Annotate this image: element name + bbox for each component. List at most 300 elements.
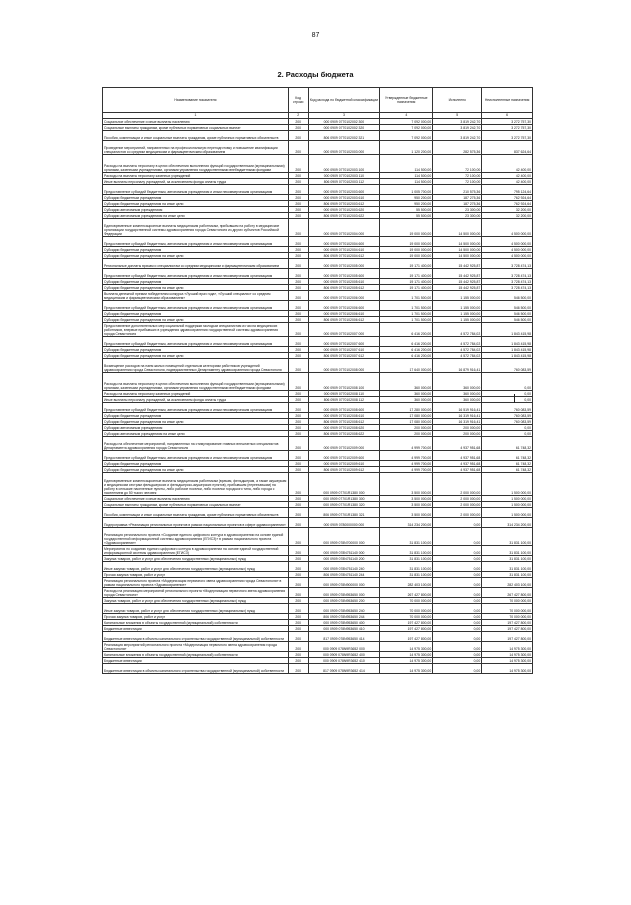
classification-code-cell: 000 0909 0770102002 300 (308, 119, 380, 125)
table-row (103, 131, 533, 141)
unexecuted-amount-cell: 837 624,64 (482, 141, 533, 155)
unexecuted-amount-cell: 61 748,32 (482, 461, 533, 467)
row-code-cell: 200 (288, 269, 308, 279)
executed-amount-cell: 3 819 242,70 (433, 119, 482, 125)
executed-amount-cell: 187 275,36 (433, 195, 482, 201)
classification-code-cell: 000 0909 0770102003 000 (308, 141, 380, 155)
table-row (103, 437, 533, 451)
column-number: 5 (433, 113, 482, 119)
approved-amount-cell: 70 000 000,00 (380, 604, 433, 614)
executed-amount-cell: 72 100,00 (433, 173, 482, 179)
executed-amount-cell: 1 155 000,00 (433, 311, 482, 317)
unexecuted-amount-cell: 14 975 300,00 (482, 642, 533, 652)
classification-code-cell: 000 0909 07701R1380 320 (308, 502, 380, 508)
row-code-cell: 200 (288, 207, 308, 213)
table-row (103, 604, 533, 614)
row-code-cell: 200 (288, 403, 308, 413)
approved-amount-cell: 282 403 100,00 (380, 578, 433, 588)
executed-amount-cell: 4 937 951,68 (433, 467, 482, 473)
row-code-cell: 200 (288, 413, 308, 419)
unexecuted-amount-cell: 546 500,00 (482, 301, 533, 311)
unexecuted-amount-cell: 31 831 100,00 (482, 528, 533, 546)
unexecuted-amount-cell: 1 843 415,98 (482, 337, 533, 347)
classification-code-cell: 000 0909 0770102006 600 (308, 301, 380, 311)
row-code-cell: 200 (288, 353, 308, 359)
row-code-cell: 200 (288, 259, 308, 269)
executed-amount-cell: 2 000 000,00 (433, 473, 482, 496)
unexecuted-amount-cell: 197 427 800,00 (482, 626, 533, 632)
table-header-row (103, 88, 533, 113)
row-code-cell: 200 (288, 437, 308, 451)
executed-amount-cell: 2 000 000,00 (433, 508, 482, 518)
expenses-table (102, 87, 533, 674)
approved-amount-cell: 4 999 700,00 (380, 461, 433, 467)
indicator-name-cell: Социальное обеспечение и иные выплаты населению (103, 119, 289, 125)
header-row-code: Код строки (288, 88, 308, 113)
approved-amount-cell: 267 427 800,00 (380, 588, 433, 598)
classification-code-cell: 000 0909 0770102003 110 (308, 173, 380, 179)
indicator-name-cell: Прочая закупка товаров, работ и услуг (103, 614, 289, 620)
table-row (103, 373, 533, 391)
classification-code-cell: 806 0909 0770102008 622 (308, 431, 380, 437)
unexecuted-amount-cell: 3 272 757,30 (482, 125, 533, 131)
classification-code-cell: 000 0909 0770102005 600 (308, 269, 380, 279)
indicator-name-cell: Бюджетные инвестиции (103, 626, 289, 632)
approved-amount-cell: 14 975 300,00 (380, 664, 433, 674)
indicator-name-cell: Подпрограмма «Реализация региональных проектов в рамках национальных проектов в сфере здравоохранения» (103, 518, 289, 528)
indicator-name-cell: Предоставление субсидий бюджетным, автономным учреждениям и иным некоммерческим организациям (103, 451, 289, 461)
indicator-name-cell: Реализация мероприятий регионального проекта «Модернизация первичного звена здравоохранения города Севастополя» (103, 642, 289, 652)
indicator-name-cell: Пособия, компенсации и иные социальные выплаты гражданам, кроме публичных нормативных обязательств (103, 131, 289, 141)
indicator-name-cell: Иные выплаты персоналу учреждений, за исключением фонда оплаты труда (103, 179, 289, 185)
approved-amount-cell: 31 831 100,00 (380, 556, 433, 562)
unexecuted-amount-cell: 4 500 000,00 (482, 219, 533, 237)
classification-code-cell: 000 0909 0770102008 600 (308, 403, 380, 413)
classification-code-cell: 000 0909 0770102007 610 (308, 347, 380, 353)
indicator-name-cell: Реализация регионального проекта «Модернизация первичного звена здравоохранения города Севастополя» в рамках национального проекта «Здравоохранение» (103, 578, 289, 588)
executed-amount-cell: 72 100,00 (433, 155, 482, 173)
classification-code-cell: 000 0909 0770102003 610 (308, 195, 380, 201)
classification-code-cell: 000 0909 0770102004 600 (308, 237, 380, 247)
row-code-cell: 200 (288, 431, 308, 437)
indicator-name-cell: Расходы на выплаты персоналу в целях обеспечения выполнения функций государственными (муниципальными) органами, казенными учреждениями, органами управления государственными внебюджетными фондами (103, 373, 289, 391)
indicator-name-cell: Субсидии бюджетным учреждениям (103, 311, 289, 317)
indicator-name-cell: Иные закупки товаров, работ и услуг для обеспечения государственных (муниципальных) нужд (103, 562, 289, 572)
approved-amount-cell: 19 000 000,00 (380, 247, 433, 253)
classification-code-cell: 817 0909 078N9R3652 414 (308, 664, 380, 674)
executed-amount-cell: 0,00 (433, 614, 482, 620)
executed-amount-cell: 3 819 242,70 (433, 125, 482, 131)
classification-code-cell: 000 0909 078N953650 410 (308, 626, 380, 632)
table-row (103, 664, 533, 674)
approved-amount-cell: 1 701 500,00 (380, 301, 433, 311)
indicator-name-cell: Субсидии бюджетным учреждениям на иные цели (103, 467, 289, 473)
approved-amount-cell: 3 500 000,00 (380, 502, 433, 508)
unexecuted-amount-cell: 314 234 200,00 (482, 518, 533, 528)
unexecuted-amount-cell: 760 083,59 (482, 419, 533, 425)
classification-code-cell: 000 0909 078N9R3652 000 (308, 642, 380, 652)
unexecuted-amount-cell: 3 728 474,13 (482, 269, 533, 279)
header-approved: Утвержденные бюджетные назначения (380, 88, 433, 113)
unexecuted-amount-cell: 197 427 800,00 (482, 620, 533, 626)
executed-amount-cell: 23 300,00 (433, 213, 482, 219)
unexecuted-amount-cell: 0,00 (482, 431, 533, 437)
unexecuted-amount-cell: 762 924,64 (482, 195, 533, 201)
row-code-cell: 200 (288, 311, 308, 317)
executed-amount-cell: 4 572 784,02 (433, 353, 482, 359)
pen-mark (514, 394, 515, 403)
executed-amount-cell: 0,00 (433, 604, 482, 614)
table-row (103, 301, 533, 311)
unexecuted-amount-cell: 32 200,00 (482, 213, 533, 219)
approved-amount-cell: 314 234 200,00 (380, 518, 433, 528)
header-unexecuted: Неисполненные назначения (482, 88, 533, 113)
unexecuted-amount-cell: 282 403 100,00 (482, 578, 533, 588)
indicator-name-cell: Расходы на выплаты персоналу в целях обеспечения выполнения функций государственными (муниципальными) органами, казенными учреждениями, органами управления государственными внебюджетными фондами (103, 155, 289, 173)
row-code-cell: 200 (288, 125, 308, 131)
approved-amount-cell: 3 500 000,00 (380, 508, 433, 518)
row-code-cell: 200 (288, 173, 308, 179)
row-code-cell: 200 (288, 391, 308, 397)
classification-code-cell: 817 0909 078N953650 414 (308, 632, 380, 642)
unexecuted-amount-cell: 31 831 100,00 (482, 562, 533, 572)
unexecuted-amount-cell: 70 000 000,00 (482, 598, 533, 604)
approved-amount-cell: 197 427 800,00 (380, 632, 433, 642)
executed-amount-cell: 0,00 (433, 652, 482, 658)
approved-amount-cell: 360 000,00 (380, 373, 433, 391)
approved-amount-cell: 950 200,00 (380, 201, 433, 207)
classification-code-cell: 806 0909 078N953650 244 (308, 614, 380, 620)
unexecuted-amount-cell: 14 975 300,00 (482, 658, 533, 664)
row-code-cell: 200 (288, 247, 308, 253)
approved-amount-cell: 7 092 000,00 (380, 125, 433, 131)
indicator-name-cell: Проведение мероприятий, направленных на профессиональную переподготовку и повышение квалификации специалистов со средним медицинским и фармацевтическим образованием (103, 141, 289, 155)
section-title: 2. Расходы бюджета (277, 70, 354, 79)
approved-amount-cell: 6 416 200,00 (380, 353, 433, 359)
indicator-name-cell: Единовременные компенсационные выплаты медицинским работникам, прибывшим на работу в медицинские организации государственной системы здравоохранения города Севастополя из других субъектов Российской Федерации (103, 219, 289, 237)
indicator-name-cell: Предоставление субсидий бюджетным, автономным учреждениям и иным некоммерческим организациям (103, 301, 289, 311)
row-code-cell: 200 (288, 508, 308, 518)
table-row (103, 588, 533, 598)
table-row (103, 219, 533, 237)
classification-code-cell: 806 0909 0770102008 112 (308, 397, 380, 403)
executed-amount-cell: 14 500 000,00 (433, 247, 482, 253)
table-row (103, 185, 533, 195)
unexecuted-amount-cell: 1 500 000,00 (482, 508, 533, 518)
classification-code-cell: 806 0909 0770102003 112 (308, 179, 380, 185)
classification-code-cell: 000 0909 0770102008 620 (308, 425, 380, 431)
unexecuted-amount-cell: 3 272 757,30 (482, 131, 533, 141)
approved-amount-cell: 31 831 100,00 (380, 546, 433, 556)
executed-amount-cell: 0,00 (433, 572, 482, 578)
executed-amount-cell: 200 000,00 (433, 431, 482, 437)
indicator-name-cell: Иные закупки товаров, работ и услуг для обеспечения государственных (муниципальных) нужд (103, 604, 289, 614)
row-code-cell: 200 (288, 301, 308, 311)
unexecuted-amount-cell: 760 083,59 (482, 413, 533, 419)
executed-amount-cell: 0,00 (433, 626, 482, 632)
table-row (103, 337, 533, 347)
table-row (103, 451, 533, 461)
row-code-cell: 200 (288, 473, 308, 496)
indicator-name-cell: Субсидии бюджетным учреждениям (103, 461, 289, 467)
approved-amount-cell: 3 500 000,00 (380, 496, 433, 502)
row-code-cell: 200 (288, 652, 308, 658)
classification-code-cell: 000 0909 0770102002 320 (308, 125, 380, 131)
classification-code-cell: 000 0909 07701R1380 000 (308, 473, 380, 496)
classification-code-cell: 000 0909 0780000000 000 (308, 518, 380, 528)
table-row (103, 269, 533, 279)
indicator-name-cell: Расходы на выплаты персоналу казенных учреждений (103, 391, 289, 397)
classification-code-cell: 000 0909 078N751140 240 (308, 562, 380, 572)
row-code-cell: 200 (288, 598, 308, 604)
executed-amount-cell: 0,00 (433, 642, 482, 652)
executed-amount-cell: 0,00 (433, 664, 482, 674)
indicator-name-cell: Субсидии бюджетным учреждениям на иные цели (103, 201, 289, 207)
indicator-name-cell: Субсидии бюджетным учреждениям (103, 247, 289, 253)
approved-amount-cell: 70 000 000,00 (380, 598, 433, 604)
row-code-cell: 200 (288, 518, 308, 528)
executed-amount-cell: 16 519 916,41 (433, 403, 482, 413)
unexecuted-amount-cell: 42 400,00 (482, 173, 533, 179)
approved-amount-cell: 7 092 000,00 (380, 131, 433, 141)
executed-amount-cell: 16 879 916,41 (433, 359, 482, 373)
indicator-name-cell: Региональные доплаты врачам и специалистам со средним медицинским и фармацевтическим образованием (103, 259, 289, 269)
row-code-cell: 200 (288, 556, 308, 562)
indicator-name-cell: Предоставление субсидий бюджетным, автономным учреждениям и иным некоммерческим организациям (103, 237, 289, 247)
row-code-cell: 200 (288, 397, 308, 403)
indicator-name-cell: Предоставление субсидий бюджетным, автономным учреждениям и иным некоммерческим организациям (103, 337, 289, 347)
executed-amount-cell: 3 819 242,70 (433, 131, 482, 141)
classification-code-cell: 000 0909 0770102008 000 (308, 359, 380, 373)
unexecuted-amount-cell: 42 400,00 (482, 155, 533, 173)
approved-amount-cell: 114 500,00 (380, 155, 433, 173)
header-indicator-name: Наименование показателя (103, 88, 289, 113)
executed-amount-cell: 0,00 (433, 588, 482, 598)
indicator-name-cell: Реализация регионального проекта «Создание единого цифрового контура в здравоохранении на основе единой государственной информационной системы здравоохранения (ЕГИСЗ)» в рамках национального проекта «Здравоохранение» (103, 528, 289, 546)
classification-code-cell: 000 0909 0770102005 000 (308, 259, 380, 269)
approved-amount-cell: 200 000,00 (380, 431, 433, 437)
approved-amount-cell: 17 080 000,00 (380, 419, 433, 425)
executed-amount-cell: 360 000,00 (433, 373, 482, 391)
row-code-cell: 200 (288, 237, 308, 247)
unexecuted-amount-cell: 31 831 100,00 (482, 556, 533, 562)
row-code-cell: 200 (288, 185, 308, 195)
approved-amount-cell: 19 171 400,00 (380, 259, 433, 269)
table-row (103, 403, 533, 413)
unexecuted-amount-cell: 1 843 415,98 (482, 323, 533, 337)
executed-amount-cell: 0,00 (433, 562, 482, 572)
executed-amount-cell: 200 000,00 (433, 425, 482, 431)
classification-code-cell: 000 0909 0770102008 100 (308, 373, 380, 391)
classification-code-cell: 000 0909 078N953650 400 (308, 620, 380, 626)
row-code-cell: 200 (288, 317, 308, 323)
indicator-name-cell: Пособия, компенсации и иные социальные выплаты гражданам, кроме публичных нормативных обязательств (103, 508, 289, 518)
unexecuted-amount-cell: 1 843 415,98 (482, 347, 533, 353)
executed-amount-cell: 360 000,00 (433, 397, 482, 403)
executed-amount-cell: 0,00 (433, 546, 482, 556)
row-code-cell: 200 (288, 323, 308, 337)
approved-amount-cell: 31 831 100,00 (380, 572, 433, 578)
executed-amount-cell: 1 155 000,00 (433, 301, 482, 311)
table-row (103, 546, 533, 556)
unexecuted-amount-cell: 0,00 (482, 373, 533, 391)
indicator-name-cell: Капитальные вложения в объекты государственной (муниципальной) собственности (103, 620, 289, 626)
executed-amount-cell: 360 000,00 (433, 391, 482, 397)
table-row (103, 508, 533, 518)
unexecuted-amount-cell: 795 124,64 (482, 185, 533, 195)
row-code-cell: 200 (288, 502, 308, 508)
indicator-name-cell: Субсидии бюджетным учреждениям (103, 413, 289, 419)
row-code-cell: 200 (288, 359, 308, 373)
classification-code-cell: 000 0909 0770102008 110 (308, 391, 380, 397)
executed-amount-cell: 210 575,36 (433, 185, 482, 195)
indicator-name-cell: Субсидии бюджетным учреждениям на иные цели (103, 353, 289, 359)
executed-amount-cell: 1 155 000,00 (433, 291, 482, 301)
table-row (103, 291, 533, 301)
executed-amount-cell: 23 300,00 (433, 207, 482, 213)
executed-amount-cell: 0,00 (433, 556, 482, 562)
indicator-name-cell: Субсидии бюджетным учреждениям на иные цели (103, 317, 289, 323)
column-number: 2 (288, 113, 308, 119)
table-body (103, 119, 533, 674)
approved-amount-cell: 1 701 500,00 (380, 317, 433, 323)
row-code-cell: 200 (288, 131, 308, 141)
unexecuted-amount-cell: 31 831 100,00 (482, 546, 533, 556)
approved-amount-cell: 19 171 400,00 (380, 279, 433, 285)
executed-amount-cell: 15 442 925,87 (433, 285, 482, 291)
row-code-cell: 200 (288, 419, 308, 425)
unexecuted-amount-cell: 1 843 415,98 (482, 353, 533, 359)
classification-code-cell: 806 0909 0770102009 612 (308, 467, 380, 473)
approved-amount-cell: 70 000 000,00 (380, 614, 433, 620)
classification-code-cell: 000 0909 0770102009 000 (308, 437, 380, 451)
row-code-cell: 200 (288, 461, 308, 467)
column-number: 3 (308, 113, 380, 119)
row-code-cell: 200 (288, 253, 308, 259)
executed-amount-cell: 4 572 784,02 (433, 337, 482, 347)
table-row (103, 473, 533, 496)
unexecuted-amount-cell: 4 500 000,00 (482, 237, 533, 247)
executed-amount-cell: 0,00 (433, 658, 482, 664)
indicator-name-cell: Закупка товаров, работ и услуг для обеспечения государственных (муниципальных) нужд (103, 598, 289, 604)
row-code-cell: 200 (288, 195, 308, 201)
unexecuted-amount-cell: 61 748,32 (482, 451, 533, 461)
unexecuted-amount-cell: 70 000 000,00 (482, 614, 533, 620)
classification-code-cell: 000 0909 0770102005 610 (308, 279, 380, 285)
classification-code-cell: 806 0909 07701R1380 321 (308, 508, 380, 518)
approved-amount-cell: 1 701 500,00 (380, 291, 433, 301)
executed-amount-cell: 0,00 (433, 620, 482, 626)
executed-amount-cell: 15 442 925,87 (433, 279, 482, 285)
classification-code-cell: 000 0909 078N9R3652 400 (308, 652, 380, 658)
row-code-cell: 200 (288, 425, 308, 431)
approved-amount-cell: 4 999 700,00 (380, 467, 433, 473)
column-number: 4 (380, 113, 433, 119)
indicator-name-cell: Капитальные вложения в объекты государственной (муниципальной) собственности (103, 652, 289, 658)
header-classification-code: Код расхода по бюджетной классификации (308, 88, 380, 113)
approved-amount-cell: 114 500,00 (380, 179, 433, 185)
indicator-name-cell: Социальные выплаты гражданам, кроме публичных нормативных социальных выплат (103, 125, 289, 131)
unexecuted-amount-cell: 4 500 000,00 (482, 247, 533, 253)
unexecuted-amount-cell: 0,00 (482, 397, 533, 403)
table-row (103, 578, 533, 588)
approved-amount-cell: 17 640 000,00 (380, 359, 433, 373)
classification-code-cell: 000 0909 078N700000 000 (308, 528, 380, 546)
approved-amount-cell: 6 416 200,00 (380, 337, 433, 347)
approved-amount-cell: 19 171 400,00 (380, 269, 433, 279)
unexecuted-amount-cell: 14 975 300,00 (482, 652, 533, 658)
executed-amount-cell: 14 500 000,00 (433, 237, 482, 247)
indicator-name-cell: Субсидии бюджетным учреждениям (103, 347, 289, 353)
approved-amount-cell: 360 000,00 (380, 397, 433, 403)
row-code-cell: 200 (288, 562, 308, 572)
classification-code-cell: 806 0909 0770102002 321 (308, 131, 380, 141)
classification-code-cell: 000 0909 078N900000 000 (308, 578, 380, 588)
classification-code-cell: 000 0909 078N953650 000 (308, 588, 380, 598)
indicator-name-cell: Возмещение расходов на наем жилых помещений отдельным категориям работников учреждений здравоохранения города Севастополя, подведомственных Департаменту здравоохранения города Севастополя (103, 359, 289, 373)
unexecuted-amount-cell: 0,00 (482, 391, 533, 397)
approved-amount-cell: 17 280 000,00 (380, 403, 433, 413)
unexecuted-amount-cell: 31 831 100,00 (482, 572, 533, 578)
indicator-name-cell: Предоставление субсидий бюджетным, автономным учреждениям и иным некоммерческим организациям (103, 269, 289, 279)
approved-amount-cell: 19 171 400,00 (380, 285, 433, 291)
approved-amount-cell: 19 000 000,00 (380, 219, 433, 237)
unexecuted-amount-cell: 42 400,00 (482, 179, 533, 185)
unexecuted-amount-cell: 0,00 (482, 425, 533, 431)
row-code-cell: 200 (288, 155, 308, 173)
approved-amount-cell: 950 200,00 (380, 195, 433, 201)
indicator-name-cell: Единовременные компенсационные выплаты медицинским работникам (врачам, фельдшерам, а также акушеркам и медицинским сестрам фельдшерских и фельдшерско-акушерских пунктов), прибывшим (переехавшим) на работу в сельские населенные пункты, либо рабочие поселки, либо поселки городского типа, либо города с населением до 50 тысяч человек (103, 473, 289, 496)
approved-amount-cell: 31 831 100,00 (380, 562, 433, 572)
approved-amount-cell: 14 975 300,00 (380, 642, 433, 652)
table-row (103, 632, 533, 642)
executed-amount-cell: 2 000 000,00 (433, 502, 482, 508)
page-number: 87 (311, 32, 320, 39)
indicator-name-cell: Предоставление субсидий бюджетным, автономным учреждениям и иным некоммерческим организациям (103, 403, 289, 413)
classification-code-cell: 000 0909 078N751140 200 (308, 556, 380, 562)
row-code-cell: 200 (288, 291, 308, 301)
table-row (103, 141, 533, 155)
executed-amount-cell: 4 572 784,02 (433, 347, 482, 353)
unexecuted-amount-cell: 3 728 474,13 (482, 259, 533, 269)
classification-code-cell: 806 0909 0770102005 612 (308, 285, 380, 291)
indicator-name-cell: Социальное обеспечение и иные выплаты населению (103, 496, 289, 502)
executed-amount-cell: 72 100,00 (433, 179, 482, 185)
unexecuted-amount-cell: 3 272 757,30 (482, 119, 533, 125)
executed-amount-cell: 282 575,36 (433, 141, 482, 155)
approved-amount-cell: 19 000 000,00 (380, 253, 433, 259)
row-code-cell: 200 (288, 179, 308, 185)
row-code-cell: 200 (288, 620, 308, 626)
row-code-cell: 200 (288, 347, 308, 353)
classification-code-cell: 000 0909 0770102006 000 (308, 291, 380, 301)
table-row (103, 155, 533, 173)
column-number: 1 (103, 113, 289, 119)
executed-amount-cell: 15 442 925,87 (433, 259, 482, 269)
approved-amount-cell: 114 500,00 (380, 173, 433, 179)
executed-amount-cell: 16 319 916,41 (433, 419, 482, 425)
unexecuted-amount-cell: 61 748,32 (482, 467, 533, 473)
row-code-cell: 200 (288, 279, 308, 285)
approved-amount-cell: 4 999 700,00 (380, 451, 433, 461)
approved-amount-cell: 360 000,00 (380, 391, 433, 397)
executed-amount-cell: 4 937 951,68 (433, 461, 482, 467)
classification-code-cell: 000 0909 0770102006 610 (308, 311, 380, 317)
executed-amount-cell: 1 155 000,00 (433, 317, 482, 323)
indicator-name-cell: Иные выплаты персоналу учреждений, за исключением фонда оплаты труда (103, 397, 289, 403)
indicator-name-cell: Выплата денежной премии победителям конкурса «Лучший врач года», «Лучший специалист со средним медицинским и фармацевтическим образованием» (103, 291, 289, 301)
indicator-name-cell: Субсидии автономным учреждениям (103, 425, 289, 431)
